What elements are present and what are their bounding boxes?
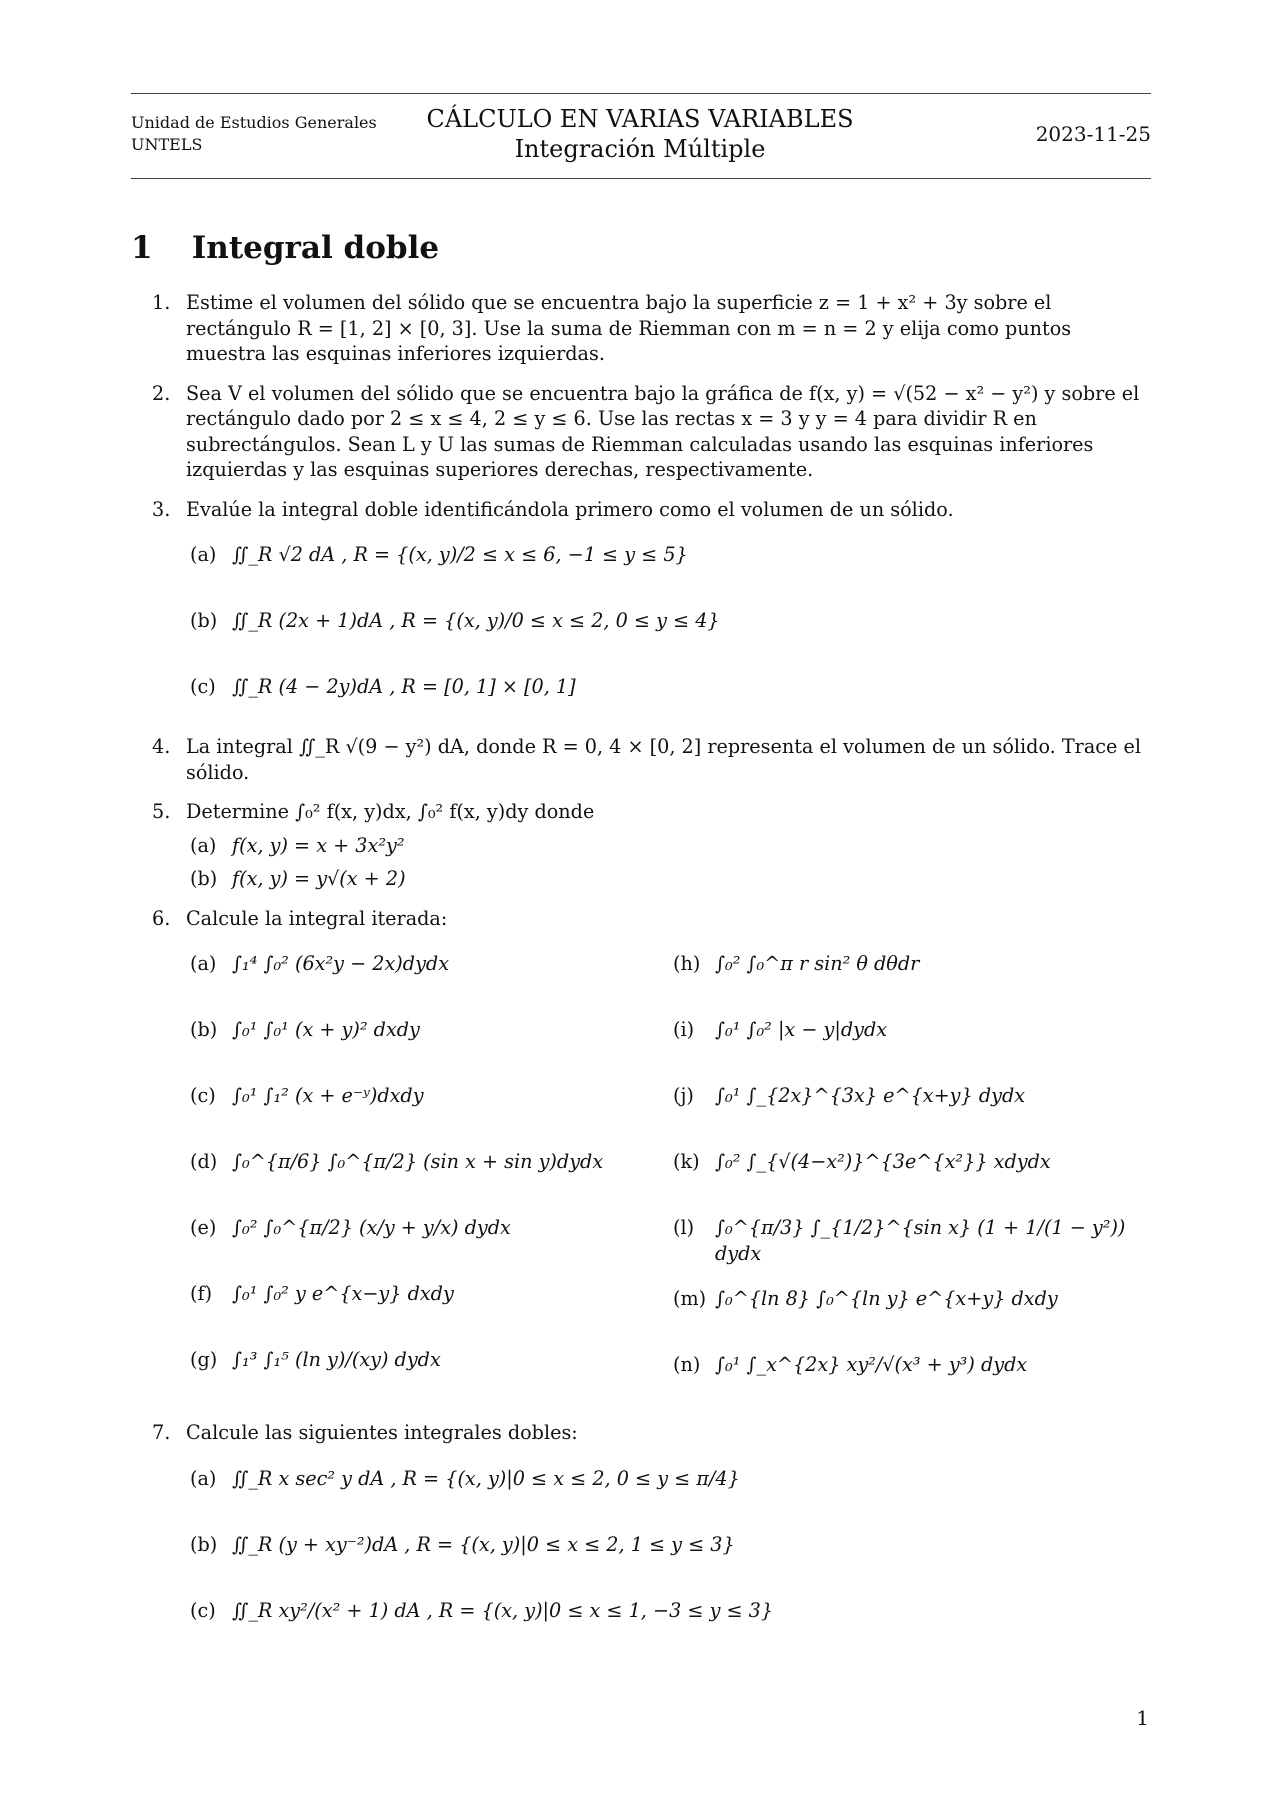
problem-1 [152, 290, 1152, 367]
subitem [186, 1586, 1152, 1644]
subitem [669, 1005, 1152, 1063]
problem-list [152, 290, 1152, 1658]
subitem-label: (m) [673, 1287, 707, 1310]
subitem [186, 1071, 669, 1129]
subitem-label: (a) [190, 833, 217, 857]
subitem [669, 1203, 1152, 1266]
subitem-label: (b) [190, 1532, 218, 1556]
university-name: UNTELS [131, 135, 203, 154]
section-heading [131, 230, 439, 266]
subitem [186, 1005, 669, 1063]
problem-text: La integral ∬_R √(9 − y²) dA, donde R = 0, 4 × [0, 2] representa el volumen de un sólido. Trace el sólido. [186, 735, 1141, 784]
subitem-label: (n) [673, 1353, 701, 1376]
subitem [186, 596, 1152, 654]
subitem-label: (b) [190, 609, 218, 632]
subitem-label: (g) [190, 1348, 218, 1371]
problem-text: Sea V el volumen del sólido que se encuentra bajo la gráfica de f(x, y) = √(52 − x² − y²) y sobre el rectángulo dado por 2 ≤ x ≤ 4, 2 ≤ y ≤ 6. Use las rectas x = 3 y y = 4 para dividir R en subrectángulos. Sean L y U las sumas de Riemman calculadas usando las esquinas inferiores izquierdas y las esquinas superiores derechas, respectivamente. [186, 381, 1140, 481]
section-number: 1 [131, 230, 153, 266]
subitem-expression: ∫₀² ∫₀^{π/2} (x/y + y/x) dydx [232, 1216, 511, 1239]
subitem-expression: ∫₀^{π/3} ∫_{1/2}^{sin x} (1 + 1/(1 − y²)) dydx [715, 1216, 1126, 1265]
subitem-label: (a) [190, 543, 217, 566]
section-title: Integral doble [191, 230, 440, 266]
subitem-label: (b) [190, 1018, 218, 1041]
subitem-label: (b) [190, 867, 218, 890]
problem-number: 7. [152, 1421, 171, 1444]
subitem [186, 939, 669, 997]
header-bottom-rule [131, 178, 1151, 179]
subitem-expression: ∫₁³ ∫₁⁵ (ln y)/(xy) dydx [232, 1348, 441, 1371]
subitem-label: (h) [673, 952, 701, 975]
subitem [186, 1520, 1152, 1578]
problem-text: Calcule la integral iterada: [186, 906, 448, 930]
subitem-expression: ∬_R xy²/(x² + 1) dA , R = {(x, y)|0 ≤ x ≤ 1, −3 ≤ y ≤ 3} [232, 1598, 774, 1622]
iterated-integrals-grid [186, 931, 1152, 1406]
subitem-expression: ∫₀¹ ∫_x^{2x} xy²/√(x³ + y³) dydx [715, 1353, 1028, 1376]
header-center [380, 104, 900, 164]
problem-3 [152, 497, 1152, 721]
subitem [186, 1454, 1152, 1512]
subitem-label: (l) [673, 1216, 695, 1239]
subitem-label: (d) [190, 1150, 218, 1173]
column-left [186, 931, 669, 1406]
subitem [669, 1137, 1152, 1195]
subitem [669, 1071, 1152, 1129]
subitem [669, 1274, 1152, 1332]
subitem-label: (i) [673, 1018, 695, 1041]
subitem-expression: ∬_R x sec² y dA , R = {(x, y)|0 ≤ x ≤ 2, 0 ≤ y ≤ π/4} [232, 1466, 740, 1490]
course-title: CÁLCULO EN VARIAS VARIABLES [426, 105, 854, 133]
subitem-expression: ∬_R (y + xy⁻²)dA , R = {(x, y)|0 ≤ x ≤ 2, 1 ≤ y ≤ 3} [232, 1532, 735, 1556]
subitem [669, 939, 1152, 997]
subitem [186, 833, 1152, 859]
problem-number: 4. [152, 735, 171, 758]
subitem-expression: ∫₁⁴ ∫₀² (6x²y − 2x)dydx [232, 952, 450, 975]
problem-number: 6. [152, 906, 171, 930]
header-left [131, 112, 377, 156]
subitem [186, 1203, 669, 1261]
topic-title: Integración Múltiple [514, 135, 766, 163]
header-date: 2023-11-25 [1035, 122, 1151, 146]
subitem-expression: ∫₀¹ ∫_{2x}^{3x} e^{x+y} dydx [715, 1084, 1026, 1107]
subitem-expression: ∫₀^{π/6} ∫₀^{π/2} (sin x + sin y)dydx [232, 1150, 604, 1173]
subitem [186, 1269, 669, 1327]
problem-7 [152, 1420, 1152, 1644]
subitem-expression: ∫₀² ∫_{√(4−x²)}^{3e^{x²}} xdydx [715, 1150, 1051, 1173]
problem-number: 3. [152, 497, 171, 521]
subitem [186, 530, 1152, 588]
subitem-label: (a) [190, 952, 217, 975]
subitem-label: (k) [673, 1150, 700, 1173]
subitem [669, 1340, 1152, 1398]
subitem-expression: ∫₀^{ln 8} ∫₀^{ln y} e^{x+y} dxdy [715, 1287, 1058, 1310]
problem-number: 5. [152, 800, 171, 823]
subitem-label: (c) [190, 1084, 216, 1107]
problem-5 [152, 799, 1152, 892]
problem-4 [152, 734, 1152, 785]
problem-text: Calcule las siguientes integrales dobles: [186, 1421, 578, 1444]
subitem-expression: ∫₀¹ ∫₁² (x + e⁻ʸ)dxdy [232, 1084, 424, 1107]
subitem-expression: f(x, y) = x + 3x²y² [232, 833, 405, 857]
problem-text: Evalúe la integral doble identificándola primero como el volumen de un sólido. [186, 497, 954, 521]
subitem-label: (j) [673, 1084, 694, 1107]
subitem-label: (f) [190, 1282, 213, 1305]
institution-name: Unidad de Estudios Generales [131, 113, 377, 132]
subitem-expression: ∫₀¹ ∫₀¹ (x + y)² dxdy [232, 1018, 420, 1041]
problem-text: Estime el volumen del sólido que se encuentra bajo la superficie z = 1 + x² + 3y sobre el rectángulo R = [1, 2] × [0, 3]. Use la suma de Riemman con m = n = 2 y elija como puntos muestra las esquinas inferiores izquierdas. [186, 291, 1072, 365]
problem-number: 1. [152, 291, 171, 314]
subitem-expression: ∬_R (2x + 1)dA , R = {(x, y)/0 ≤ x ≤ 2, 0 ≤ y ≤ 4} [232, 609, 720, 632]
subitem [186, 1335, 669, 1393]
column-right [669, 931, 1152, 1406]
problem-number: 2. [152, 381, 171, 405]
subitem [186, 662, 1152, 720]
header-top-rule [131, 93, 1151, 94]
subitem-label: (c) [190, 675, 216, 698]
subitem-expression: ∫₀² ∫₀^π r sin² θ dθdr [715, 952, 920, 975]
problem-2 [152, 381, 1152, 483]
subitem-label: (e) [190, 1216, 217, 1239]
subitem-expression: f(x, y) = y√(x + 2) [232, 867, 406, 890]
subitem-expression: ∬_R (4 − 2y)dA , R = [0, 1] × [0, 1] [232, 675, 576, 698]
problem-text: Determine ∫₀² f(x, y)dx, ∫₀² f(x, y)dy donde [186, 800, 595, 823]
subitem [186, 1137, 669, 1195]
subitem-expression: ∬_R √2 dA , R = {(x, y)/2 ≤ x ≤ 6, −1 ≤ y ≤ 5} [232, 543, 688, 566]
subitem-label: (a) [190, 1466, 217, 1490]
subitem-label: (c) [190, 1598, 216, 1622]
subitem-expression: ∫₀¹ ∫₀² |x − y|dydx [715, 1018, 888, 1041]
subitem-expression: ∫₀¹ ∫₀² y e^{x−y} dxdy [232, 1282, 454, 1305]
problem-6 [152, 906, 1152, 1407]
page-number: 1 [1136, 1706, 1149, 1730]
subitem [186, 866, 1152, 892]
